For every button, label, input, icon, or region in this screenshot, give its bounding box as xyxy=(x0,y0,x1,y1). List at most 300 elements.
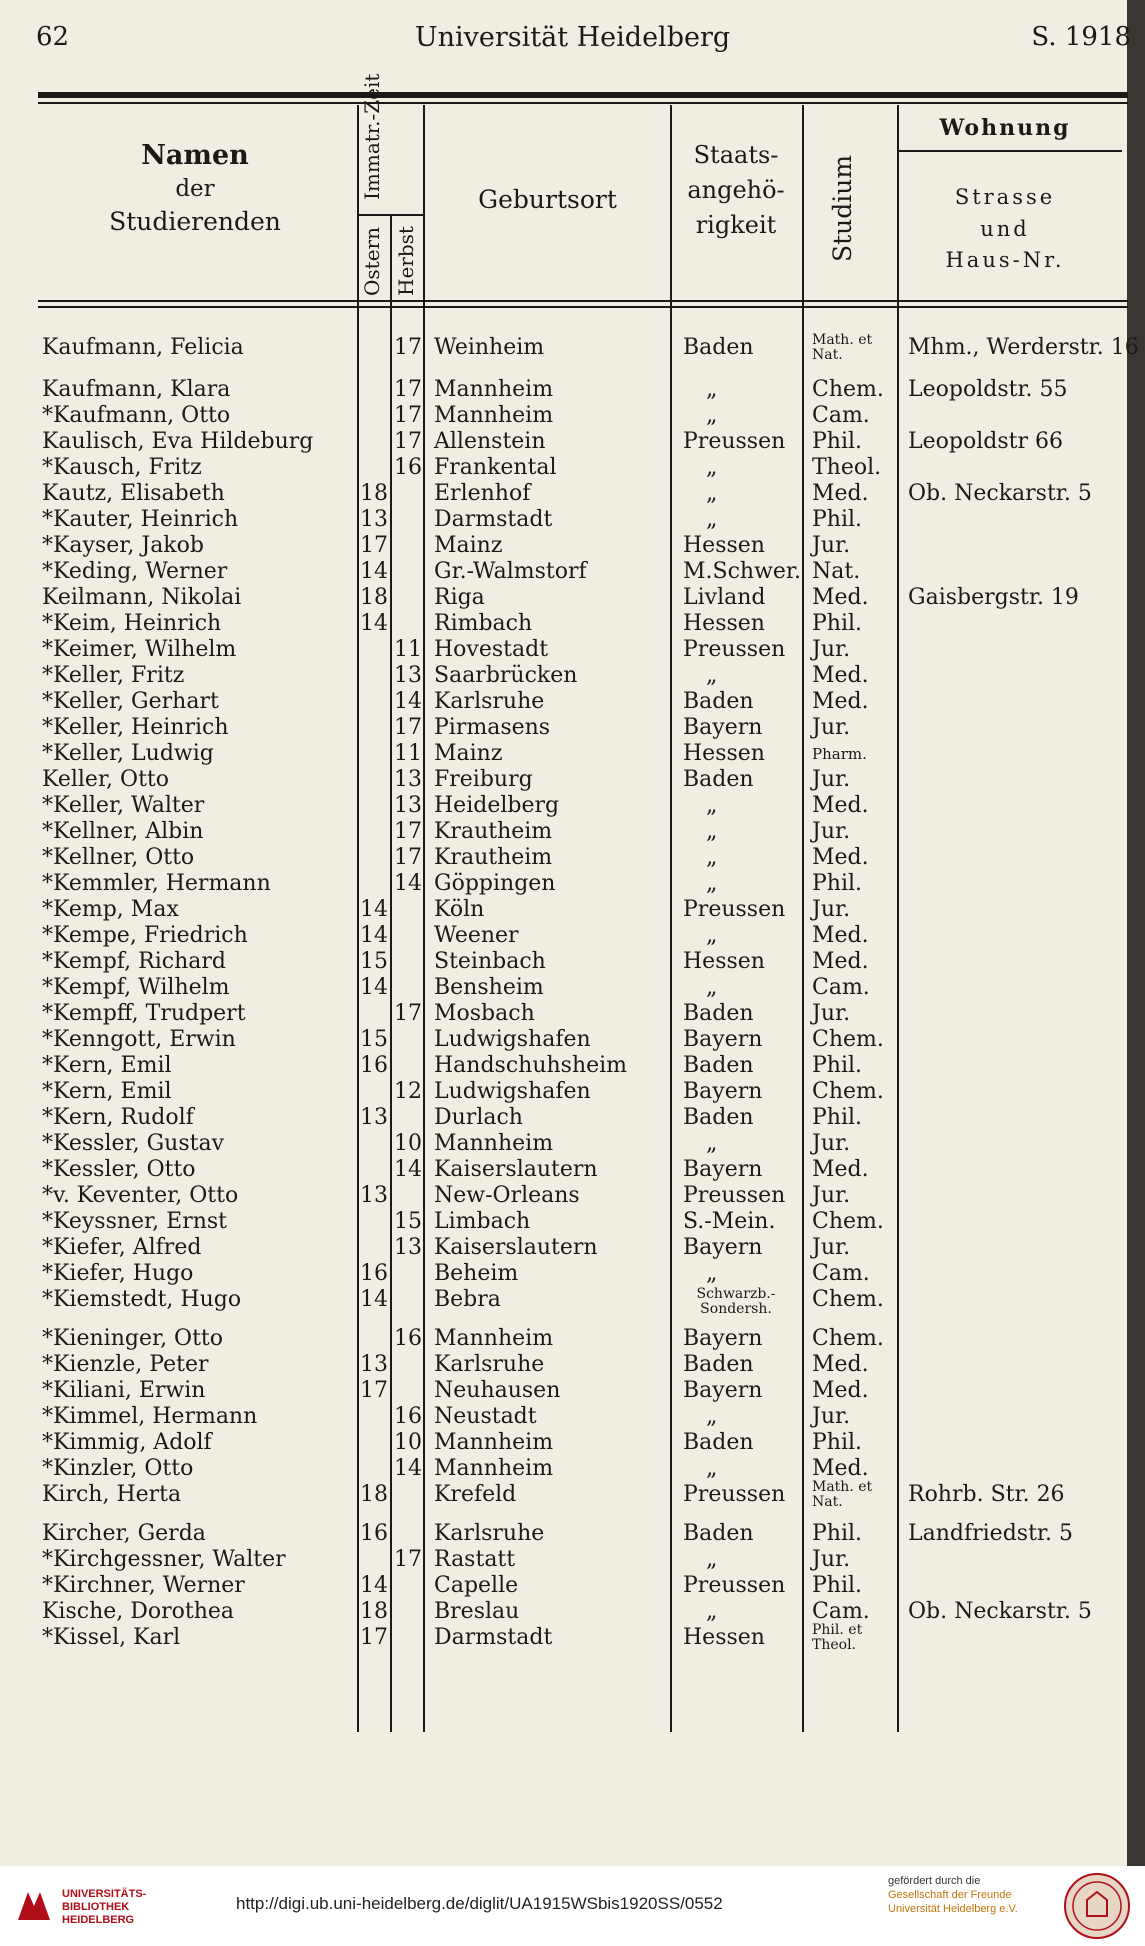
cell-ort: Mosbach xyxy=(434,1001,535,1026)
cell-h: 14 xyxy=(394,1157,422,1182)
cell-o: 18 xyxy=(360,585,388,610)
cell-staat: „ xyxy=(706,1131,718,1156)
cell-ort: Steinbach xyxy=(434,949,546,974)
cell-staat: Bayern xyxy=(683,715,763,740)
cell-staat: „ xyxy=(706,663,718,688)
cell-staat: Hessen xyxy=(683,949,765,974)
cell-stud: Med. xyxy=(812,949,869,974)
cell-ort: Rimbach xyxy=(434,611,533,636)
table-row xyxy=(0,715,1145,741)
cell-stud: Jur. xyxy=(812,897,851,922)
cell-stud: Chem. xyxy=(812,1209,884,1234)
cell-staat: Hessen xyxy=(683,611,765,636)
cell-name: *Kauter, Heinrich xyxy=(42,507,239,532)
table-row xyxy=(0,897,1145,923)
table-row xyxy=(0,1157,1145,1183)
cell-name: *Kellner, Albin xyxy=(42,819,204,844)
cell-h: 10 xyxy=(394,1131,422,1156)
cell-stud: Chem. xyxy=(812,1079,884,1104)
cell-h: 13 xyxy=(394,1235,422,1260)
table-row xyxy=(0,1326,1145,1352)
table-row xyxy=(0,1286,1145,1317)
cell-stud: Cam. xyxy=(812,1599,870,1624)
cell-ort: Krautheim xyxy=(434,845,553,870)
table-row xyxy=(0,332,1145,363)
table-row xyxy=(0,689,1145,715)
cell-o: 14 xyxy=(360,1573,388,1598)
cell-staat: „ xyxy=(706,403,718,428)
cell-name: *Keller, Ludwig xyxy=(42,741,214,766)
cell-ort: Köln xyxy=(434,897,485,922)
cell-name: *Kiefer, Alfred xyxy=(42,1235,202,1260)
cell-stud: Med. xyxy=(812,1352,869,1377)
cell-ort: Darmstadt xyxy=(434,1625,553,1650)
cell-wohnung: Ob. Neckarstr. 5 xyxy=(908,481,1092,506)
table-row xyxy=(0,1001,1145,1027)
cell-stud: Jur. xyxy=(812,767,851,792)
table-row xyxy=(0,1105,1145,1131)
cell-name: *v. Keventer, Otto xyxy=(42,1183,239,1208)
cell-name: *Keller, Gerhart xyxy=(42,689,219,714)
cell-stud: Phil. xyxy=(812,507,863,532)
cell-staat: Schwarzb.-Sondersh. xyxy=(696,1286,776,1317)
header-divider-wohnung xyxy=(897,150,1122,152)
cell-o: 13 xyxy=(360,1183,388,1208)
cell-staat: Baden xyxy=(683,689,754,714)
cell-stud: Med. xyxy=(812,481,869,506)
cell-h: 17 xyxy=(394,715,422,740)
cell-ort: Frankental xyxy=(434,455,557,480)
cell-name: *Kimmel, Hermann xyxy=(42,1404,258,1429)
column-header-names: Namen der Studierenden xyxy=(109,140,281,237)
library-name: UNIVERSITÄTS- BIBLIOTHEK HEIDELBERG xyxy=(62,1888,147,1926)
cell-ort: Ludwigshafen xyxy=(434,1079,591,1104)
cell-stud: Med. xyxy=(812,663,869,688)
cell-name: *Kemp, Max xyxy=(42,897,179,922)
cell-ort: Breslau xyxy=(434,1599,520,1624)
table-row xyxy=(0,1404,1145,1430)
cell-name: *Kirchgessner, Walter xyxy=(42,1547,286,1572)
cell-h: 17 xyxy=(394,377,422,402)
page-number: 62 xyxy=(36,22,70,52)
library-logo-icon xyxy=(14,1886,54,1926)
table-row xyxy=(0,1209,1145,1235)
cell-staat: „ xyxy=(706,975,718,1000)
cell-ort: Gr.-Walmstorf xyxy=(434,559,587,584)
column-header-studium: Studium xyxy=(828,154,857,262)
cell-name: *Kern, Emil xyxy=(42,1079,172,1104)
cell-ort: Karlsruhe xyxy=(434,689,545,714)
cell-stud: Med. xyxy=(812,1378,869,1403)
footer-bar xyxy=(0,1866,1145,1946)
cell-name: *Kempe, Friedrich xyxy=(42,923,248,948)
cell-stud: Med. xyxy=(812,1157,869,1182)
cell-h: 17 xyxy=(394,819,422,844)
cell-stud: Phil. xyxy=(812,1430,863,1455)
table-row xyxy=(0,1027,1145,1053)
university-seal-icon xyxy=(1063,1872,1131,1940)
cell-name: *Keimer, Wilhelm xyxy=(42,637,237,662)
running-title: Universität Heidelberg xyxy=(414,22,731,53)
cell-staat: „ xyxy=(706,793,718,818)
cell-staat: Baden xyxy=(683,1053,754,1078)
cell-name: *Kiliani, Erwin xyxy=(42,1378,206,1403)
cell-stud: Math. et Nat. xyxy=(812,1479,873,1510)
column-header-ostern: Ostern xyxy=(360,227,384,296)
cell-o: 18 xyxy=(360,1482,388,1507)
cell-ort: Beheim xyxy=(434,1261,519,1286)
cell-ort: Ludwigshafen xyxy=(434,1027,591,1052)
table-row xyxy=(0,923,1145,949)
cell-ort: Mainz xyxy=(434,741,503,766)
cell-h: 13 xyxy=(394,663,422,688)
cell-h: 16 xyxy=(394,455,422,480)
cell-name: *Keim, Heinrich xyxy=(42,611,222,636)
cell-ort: Bensheim xyxy=(434,975,544,1000)
cell-staat: Bayern xyxy=(683,1157,763,1182)
cell-staat: „ xyxy=(706,923,718,948)
cell-ort: Mannheim xyxy=(434,1430,554,1455)
cell-ort: Handschuhsheim xyxy=(434,1053,628,1078)
cell-name: *Kemmler, Hermann xyxy=(42,871,271,896)
table-row xyxy=(0,845,1145,871)
cell-name: *Kenngott, Erwin xyxy=(42,1027,236,1052)
cell-stud: Phil. xyxy=(812,1573,863,1598)
cell-h: 17 xyxy=(394,403,422,428)
table-row xyxy=(0,975,1145,1001)
cell-staat: Preussen xyxy=(683,1573,786,1598)
table-row xyxy=(0,377,1145,403)
cell-ort: Darmstadt xyxy=(434,507,553,532)
cell-o: 14 xyxy=(360,923,388,948)
column-header-immatr: Immatr.-Zeit xyxy=(360,73,384,200)
cell-stud: Jur. xyxy=(812,1547,851,1572)
cell-name: Kautz, Elisabeth xyxy=(42,481,225,506)
table-row xyxy=(0,1378,1145,1404)
cell-name: *Kaufmann, Otto xyxy=(42,403,231,428)
cell-name: Kische, Dorothea xyxy=(42,1599,235,1624)
table-row xyxy=(0,429,1145,455)
cell-staat: „ xyxy=(706,871,718,896)
cell-stud: Jur. xyxy=(812,1131,851,1156)
table-row xyxy=(0,1183,1145,1209)
cell-ort: Krautheim xyxy=(434,819,553,844)
cell-ort: Limbach xyxy=(434,1209,531,1234)
cell-stud: Med. xyxy=(812,689,869,714)
table-row xyxy=(0,1430,1145,1456)
cell-name: Kircher, Gerda xyxy=(42,1521,206,1546)
cell-h: 11 xyxy=(394,637,422,662)
cell-stud: Med. xyxy=(812,923,869,948)
cell-ort: Weinheim xyxy=(434,335,545,360)
cell-stud: Jur. xyxy=(812,819,851,844)
header-rule-thick xyxy=(38,92,1128,98)
cell-name: Kaufmann, Felicia xyxy=(42,335,244,360)
table-row xyxy=(0,949,1145,975)
semester-label: S. 1918 xyxy=(1031,22,1131,52)
cell-name: *Keding, Werner xyxy=(42,559,228,584)
cell-staat: Baden xyxy=(683,1521,754,1546)
cell-ort: Karlsruhe xyxy=(434,1521,545,1546)
cell-name: Keller, Otto xyxy=(42,767,170,792)
cell-ort: Erlenhof xyxy=(434,481,531,506)
cell-stud: Phil. xyxy=(812,1053,863,1078)
cell-staat: „ xyxy=(706,845,718,870)
cell-name: Keilmann, Nikolai xyxy=(42,585,242,610)
cell-staat: Bayern xyxy=(683,1079,763,1104)
cell-stud: Jur. xyxy=(812,533,851,558)
cell-staat: Baden xyxy=(683,767,754,792)
table-row xyxy=(0,481,1145,507)
cell-ort: Neuhausen xyxy=(434,1378,561,1403)
cell-staat: Preussen xyxy=(683,637,786,662)
cell-o: 14 xyxy=(360,1287,388,1312)
cell-name: *Kiefer, Hugo xyxy=(42,1261,194,1286)
cell-name: *Kempf, Wilhelm xyxy=(42,975,230,1000)
cell-staat: „ xyxy=(706,1261,718,1286)
cell-staat: Baden xyxy=(683,1105,754,1130)
cell-staat: Bayern xyxy=(683,1326,763,1351)
column-header-herbst: Herbst xyxy=(394,226,418,296)
cell-stud: Jur. xyxy=(812,1404,851,1429)
cell-stud: Med. xyxy=(812,1456,869,1481)
cell-h: 16 xyxy=(394,1404,422,1429)
cell-stud: Med. xyxy=(812,845,869,870)
table-row xyxy=(0,1131,1145,1157)
cell-stud: Cam. xyxy=(812,403,870,428)
source-url[interactable]: http://digi.ub.uni-heidelberg.de/diglit/UA1915WSbis1920SS/0552 xyxy=(236,1894,723,1913)
cell-name: *Kausch, Fritz xyxy=(42,455,202,480)
cell-ort: Hovestadt xyxy=(434,637,549,662)
cell-wohnung: Mhm., Werderstr. 16 xyxy=(908,335,1139,360)
table-row xyxy=(0,1573,1145,1599)
cell-name: *Kessler, Otto xyxy=(42,1157,196,1182)
cell-wohnung: Rohrb. Str. 26 xyxy=(908,1482,1065,1507)
cell-staat: Bayern xyxy=(683,1235,763,1260)
cell-staat: „ xyxy=(706,455,718,480)
cell-o: 18 xyxy=(360,1599,388,1624)
cell-o: 14 xyxy=(360,559,388,584)
cell-h: 11 xyxy=(394,741,422,766)
cell-staat: Baden xyxy=(683,1430,754,1455)
column-header-strasse: Strasse und Haus-Nr. xyxy=(945,185,1065,272)
cell-staat: „ xyxy=(706,481,718,506)
cell-staat: S.-Mein. xyxy=(683,1209,776,1234)
cell-staat: Preussen xyxy=(683,1183,786,1208)
cell-h: 14 xyxy=(394,1456,422,1481)
cell-o: 17 xyxy=(360,533,388,558)
cell-ort: Krefeld xyxy=(434,1482,517,1507)
cell-ort: Freiburg xyxy=(434,767,533,792)
cell-stud: Phil. xyxy=(812,1105,863,1130)
cell-o: 17 xyxy=(360,1625,388,1650)
cell-h: 14 xyxy=(394,871,422,896)
cell-ort: Saarbrücken xyxy=(434,663,578,688)
table-row xyxy=(0,1352,1145,1378)
cell-name: *Kinzler, Otto xyxy=(42,1456,194,1481)
header-bottom-rule-2 xyxy=(38,306,1128,308)
cell-name: Kirch, Herta xyxy=(42,1482,182,1507)
table-row xyxy=(0,767,1145,793)
cell-o: 16 xyxy=(360,1053,388,1078)
cell-staat: „ xyxy=(706,1456,718,1481)
table-row xyxy=(0,871,1145,897)
sponsor-block: gefördert durch die Gesellschaft der Freunde Universität Heidelberg e.V. xyxy=(888,1875,1018,1915)
cell-name: *Kempf, Richard xyxy=(42,949,226,974)
cell-o: 13 xyxy=(360,1105,388,1130)
cell-staat: Bayern xyxy=(683,1378,763,1403)
table-row xyxy=(0,1079,1145,1105)
cell-o: 14 xyxy=(360,975,388,1000)
cell-name: *Keller, Walter xyxy=(42,793,205,818)
cell-ort: Allenstein xyxy=(434,429,546,454)
table-row xyxy=(0,455,1145,481)
cell-ort: Mannheim xyxy=(434,377,554,402)
cell-ort: Capelle xyxy=(434,1573,519,1598)
cell-name: *Kieninger, Otto xyxy=(42,1326,224,1351)
cell-o: 15 xyxy=(360,949,388,974)
cell-staat: Preussen xyxy=(683,1482,786,1507)
cell-name: *Keller, Heinrich xyxy=(42,715,229,740)
cell-staat: M.Schwer. xyxy=(683,559,802,584)
cell-wohnung: Gaisbergstr. 19 xyxy=(908,585,1079,610)
cell-name: Kaulisch, Eva Hildeburg xyxy=(42,429,314,454)
table-row xyxy=(0,741,1145,767)
table-row xyxy=(0,1261,1145,1287)
cell-staat: „ xyxy=(706,1404,718,1429)
cell-o: 14 xyxy=(360,611,388,636)
table-row xyxy=(0,1456,1145,1482)
cell-name: *Kellner, Otto xyxy=(42,845,195,870)
cell-staat: „ xyxy=(706,507,718,532)
cell-h: 16 xyxy=(394,1326,422,1351)
cell-ort: Karlsruhe xyxy=(434,1352,545,1377)
column-header-geburtsort: Geburtsort xyxy=(478,185,617,214)
header-rule-thin xyxy=(38,102,1128,104)
cell-staat: Baden xyxy=(683,335,754,360)
cell-name: *Kessler, Gustav xyxy=(42,1131,225,1156)
cell-o: 13 xyxy=(360,1352,388,1377)
cell-ort: Heidelberg xyxy=(434,793,560,818)
table-row xyxy=(0,1599,1145,1625)
cell-staat: Preussen xyxy=(683,897,786,922)
table-row xyxy=(0,1547,1145,1573)
cell-stud: Med. xyxy=(812,585,869,610)
table-row xyxy=(0,559,1145,585)
cell-name: *Kimmig, Adolf xyxy=(42,1430,212,1455)
cell-ort: Kaiserslautern xyxy=(434,1157,598,1182)
cell-name: *Kempff, Trudpert xyxy=(42,1001,246,1026)
cell-o: 13 xyxy=(360,507,388,532)
table-row xyxy=(0,663,1145,689)
cell-ort: Mannheim xyxy=(434,403,554,428)
cell-o: 18 xyxy=(360,481,388,506)
cell-ort: Mannheim xyxy=(434,1131,554,1156)
table-row xyxy=(0,1479,1145,1510)
cell-h: 13 xyxy=(394,793,422,818)
cell-stud: Jur. xyxy=(812,1235,851,1260)
cell-name: *Keyssner, Ernst xyxy=(42,1209,228,1234)
column-header-staat: Staats- angehö- rigkeit xyxy=(687,141,785,239)
table-row xyxy=(0,403,1145,429)
cell-h: 17 xyxy=(394,429,422,454)
cell-h: 10 xyxy=(394,1430,422,1455)
table-row xyxy=(0,637,1145,663)
cell-stud: Math. et Nat. xyxy=(812,332,873,363)
cell-h: 17 xyxy=(394,1001,422,1026)
cell-stud: Jur. xyxy=(812,637,851,662)
cell-ort: Mainz xyxy=(434,533,503,558)
header-bottom-rule-1 xyxy=(38,300,1128,302)
cell-h: 14 xyxy=(394,689,422,714)
cell-name: *Keller, Fritz xyxy=(42,663,185,688)
cell-staat: „ xyxy=(706,1547,718,1572)
column-header-wohnung: Wohnung xyxy=(939,115,1071,141)
cell-ort: Riga xyxy=(434,585,485,610)
table-row xyxy=(0,585,1145,611)
cell-h: 17 xyxy=(394,1547,422,1572)
cell-stud: Theol. xyxy=(812,455,882,480)
cell-ort: Mannheim xyxy=(434,1326,554,1351)
cell-name: *Kirchner, Werner xyxy=(42,1573,245,1598)
cell-ort: Mannheim xyxy=(434,1456,554,1481)
cell-stud: Chem. xyxy=(812,1326,884,1351)
cell-staat: Livland xyxy=(683,585,766,610)
cell-stud: Chem. xyxy=(812,377,884,402)
cell-ort: Durlach xyxy=(434,1105,523,1130)
cell-stud: Cam. xyxy=(812,1261,870,1286)
table-row xyxy=(0,1235,1145,1261)
cell-name: *Kayser, Jakob xyxy=(42,533,204,558)
cell-staat: Baden xyxy=(683,1001,754,1026)
cell-h: 17 xyxy=(394,845,422,870)
cell-name: Kaufmann, Klara xyxy=(42,377,231,402)
cell-name: *Kern, Rudolf xyxy=(42,1105,194,1130)
table-row xyxy=(0,793,1145,819)
cell-h: 15 xyxy=(394,1209,422,1234)
cell-ort: Weener xyxy=(434,923,519,948)
cell-staat: Hessen xyxy=(683,741,765,766)
cell-stud: Jur. xyxy=(812,715,851,740)
cell-wohnung: Ob. Neckarstr. 5 xyxy=(908,1599,1092,1624)
cell-ort: Göppingen xyxy=(434,871,556,896)
cell-stud: Jur. xyxy=(812,1001,851,1026)
cell-name: *Kienzle, Peter xyxy=(42,1352,209,1377)
cell-h: 13 xyxy=(394,767,422,792)
cell-stud: Phil. xyxy=(812,1521,863,1546)
cell-staat: Hessen xyxy=(683,533,765,558)
cell-staat: Bayern xyxy=(683,1027,763,1052)
cell-name: *Kiemstedt, Hugo xyxy=(42,1287,242,1312)
cell-name: *Kissel, Karl xyxy=(42,1625,181,1650)
cell-o: 16 xyxy=(360,1261,388,1286)
cell-staat: Baden xyxy=(683,1352,754,1377)
cell-o: 14 xyxy=(360,897,388,922)
cell-stud: Chem. xyxy=(812,1287,884,1312)
cell-name: *Kern, Emil xyxy=(42,1053,172,1078)
cell-wohnung: Leopoldstr. 55 xyxy=(908,377,1068,402)
cell-staat: Hessen xyxy=(683,1625,765,1650)
cell-o: 15 xyxy=(360,1027,388,1052)
cell-ort: Rastatt xyxy=(434,1547,516,1572)
table-row xyxy=(0,1521,1145,1547)
cell-staat: Preussen xyxy=(683,429,786,454)
cell-stud: Phil. et Theol. xyxy=(812,1622,863,1653)
cell-o: 17 xyxy=(360,1378,388,1403)
cell-stud: Phil. xyxy=(812,611,863,636)
cell-ort: Pirmasens xyxy=(434,715,551,740)
cell-stud: Chem. xyxy=(812,1027,884,1052)
